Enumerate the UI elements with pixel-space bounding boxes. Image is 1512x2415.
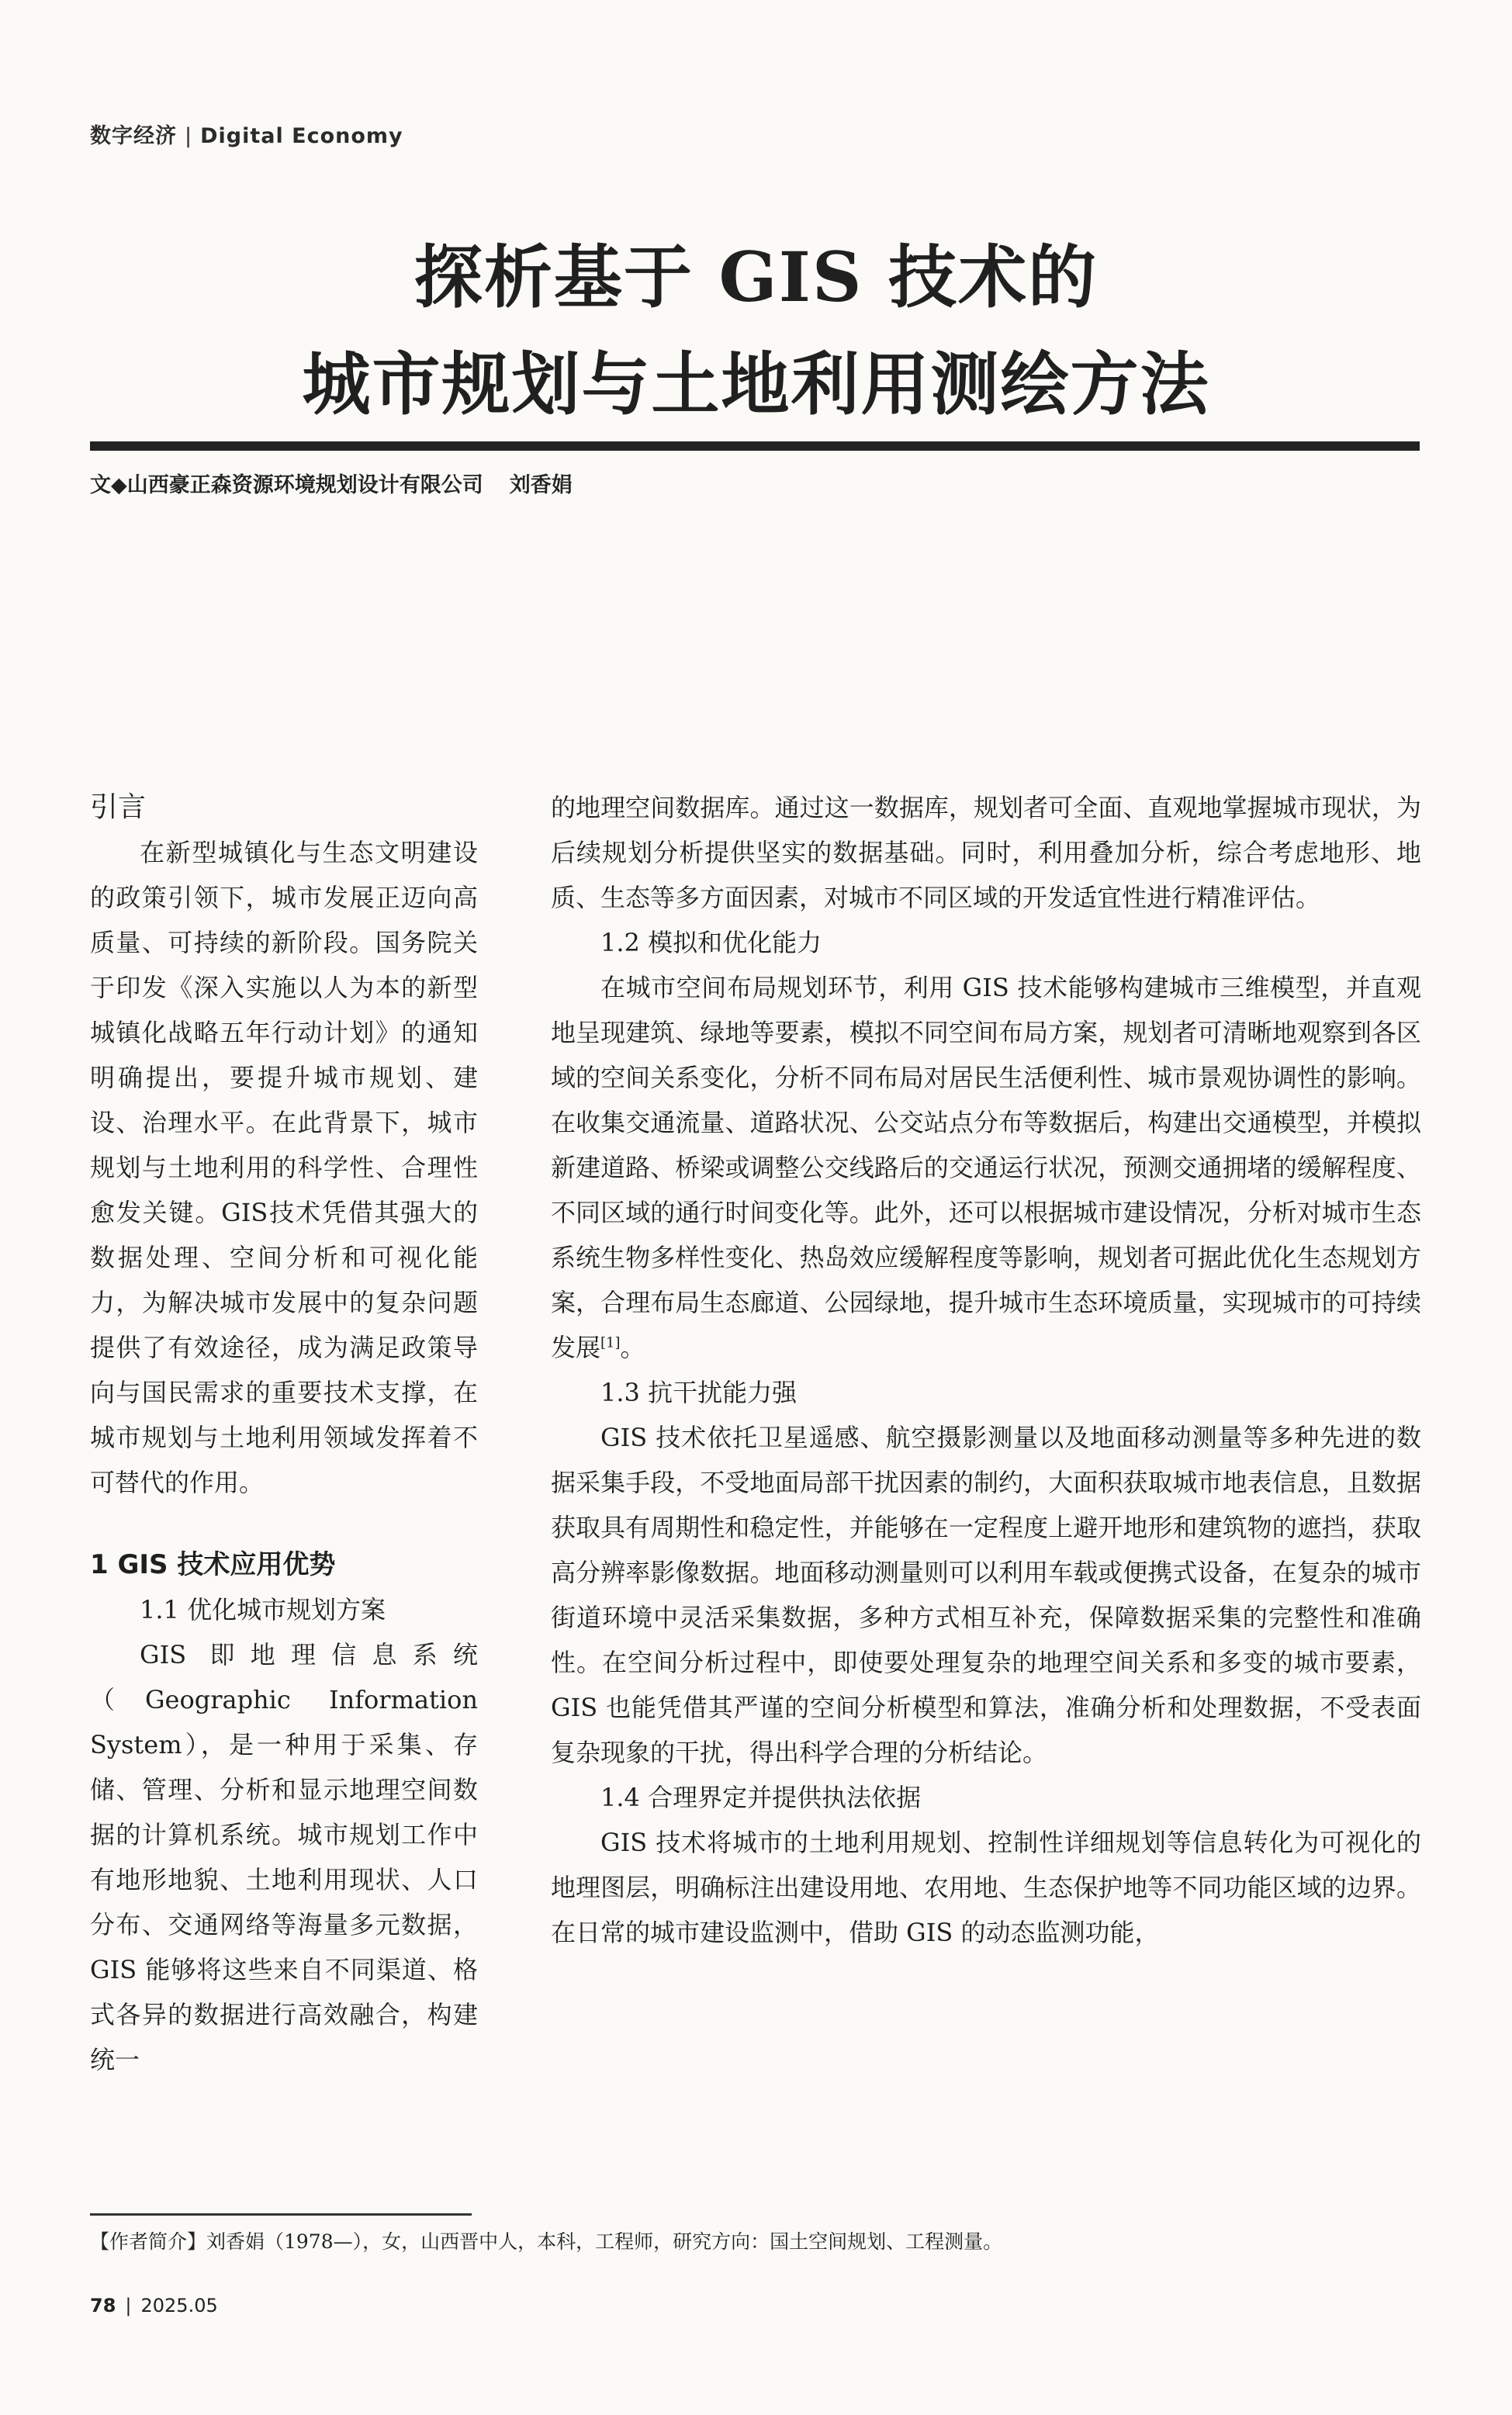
title-line-1: 探析基于 GIS 技术的: [413, 237, 1099, 317]
issue-number: 2025.05: [140, 2295, 218, 2316]
byline-author: 刘香娟: [509, 473, 573, 497]
footnote-rule: [90, 2213, 472, 2216]
section-tag-en: Digital Economy: [200, 124, 403, 148]
byline-affiliation: 文◆山西豪正森资源环境规划设计有限公司: [90, 473, 483, 497]
subsection-1-4-heading: 1.4 合理界定并提供执法依据: [600, 1783, 922, 1812]
subsection-1-1-heading: 1.1 优化城市规划方案: [140, 1595, 386, 1624]
page-folio: [90, 2295, 218, 2316]
subsection-1-2-text: 在城市空间布局规划环节，利用 GIS 技术能够构建城市三维模型，并直观地呈现建筑、绿地等要素，模拟不同空间布局方案，规划者可清晰地观察到各区域的空间关系变化，分析不同布局对居民生活便利性、城市景观协调性的影响。在收集交通流量、道路状况、公交站点分布等数据后，构建出交通模型，并模拟新建道路、桥梁或调整公交线路后的交通运行状况，预测交通拥堵的缓解程度、不同区域的通行时间变化等。此外，还可以根据城市建设情况，分析对城市生态系统生物多样性变化、热岛效应缓解程度等影响，规划者可据此优化生态规划方案，合理布局生态廊道、公园绿地，提升城市生态环境质量，实现城市的可持续发展: [551, 973, 1421, 1362]
left-column: [90, 785, 478, 2082]
page-number: 78: [90, 2295, 116, 2316]
subsection-1-3-heading: 1.3 抗干扰能力强: [600, 1378, 798, 1407]
section-1-heading: 1 GIS 技术应用优势: [90, 1549, 336, 1580]
subsection-1-2-paragraph: [551, 965, 1421, 1370]
title-line-2: 城市规划与土地利用测绘方法: [302, 344, 1210, 424]
subsection-1-3-paragraph: GIS 技术依托卫星遥感、航空摄影测量以及地面移动测量等多种先进的数据采集手段，不受地面局部干扰因素的制约，大面积获取城市地表信息，且数据获取具有周期性和稳定性，并能够在一定程度上避开地形和建筑物的遮挡，获取高分辨率影像数据。地面移动测量则可以利用车载或便携式设备，在复杂的城市街道环境中灵活采集数据，多种方式相互补充，保障数据采集的完整性和准确性。在空间分析过程中，即使要处理复杂的地理空间关系和多变的城市要素，GIS 也能凭借其严谨的空间分析模型和算法，准确分析和处理数据，不受表面复杂现象的干扰，得出科学合理的分析结论。: [551, 1423, 1421, 1767]
section-tag: [90, 119, 403, 149]
subsection-1-4-paragraph: GIS 技术将城市的土地利用规划、控制性详细规划等信息转化为可视化的地理图层，明确标注出建设用地、农用地、生态保护地等不同功能区域的边界。在日常的城市建设监测中，借助 GIS 的动态监测功能，: [551, 1828, 1421, 1947]
intro-paragraph: 在新型城镇化与生态文明建设的政策引领下，城市发展正迈向高质量、可持续的新阶段。国务院关于印发《深入实施以人为本的新型城镇化战略五年行动计划》的通知明确提出，要提升城市规划、建设、治理水平。在此背景下，城市规划与土地利用的科学性、合理性愈发关键。GIS技术凭借其强大的数据处理、空间分析和可视化能力，为解决城市发展中的复杂问题提供了有效途径，成为满足政策导向与国民需求的重要技术支撑，在城市规划与土地利用领域发挥着不可替代的作用。: [90, 838, 478, 1497]
title-rule: [90, 441, 1420, 451]
subsection-1-2-end: 。: [620, 1333, 645, 1362]
subsection-1-1-paragraph-end: 的地理空间数据库。通过这一数据库，规划者可全面、直观地掌握城市现状，为后续规划分析提供坚实的数据基础。同时，利用叠加分析，综合考虑地形、地质、生态等多方面因素，对城市不同区域的开发适宜性进行精准评估。: [551, 793, 1421, 912]
author-footnote: 【作者简介】刘香娟（1978—），女，山西晋中人，本科，工程师，研究方向：国土空间规划、工程测量。: [90, 2230, 1003, 2253]
folio-separator: |: [125, 2295, 132, 2316]
subsection-1-1-paragraph-start: GIS 即地理信息系统（Geographic Information System），是一种用于采集、存储、管理、分析和显示地理空间数据的计算机系统。城市规划工作中有地形地貌、土地利用现状、人口分布、交通网络等海量多元数据，GIS 能够将这些来自不同渠道、格式各异的数据进行高效融合，构建统一: [90, 1640, 478, 2074]
intro-heading: 引言: [90, 791, 147, 823]
section-tag-cn: 数字经济: [90, 124, 177, 148]
subsection-1-2-heading: 1.2 模拟和优化能力: [600, 928, 822, 957]
citation-1: [1]: [600, 1334, 621, 1351]
right-column: [551, 785, 1421, 1955]
section-tag-separator: |: [185, 124, 193, 148]
byline: [90, 468, 573, 498]
article-title: [0, 223, 1512, 438]
